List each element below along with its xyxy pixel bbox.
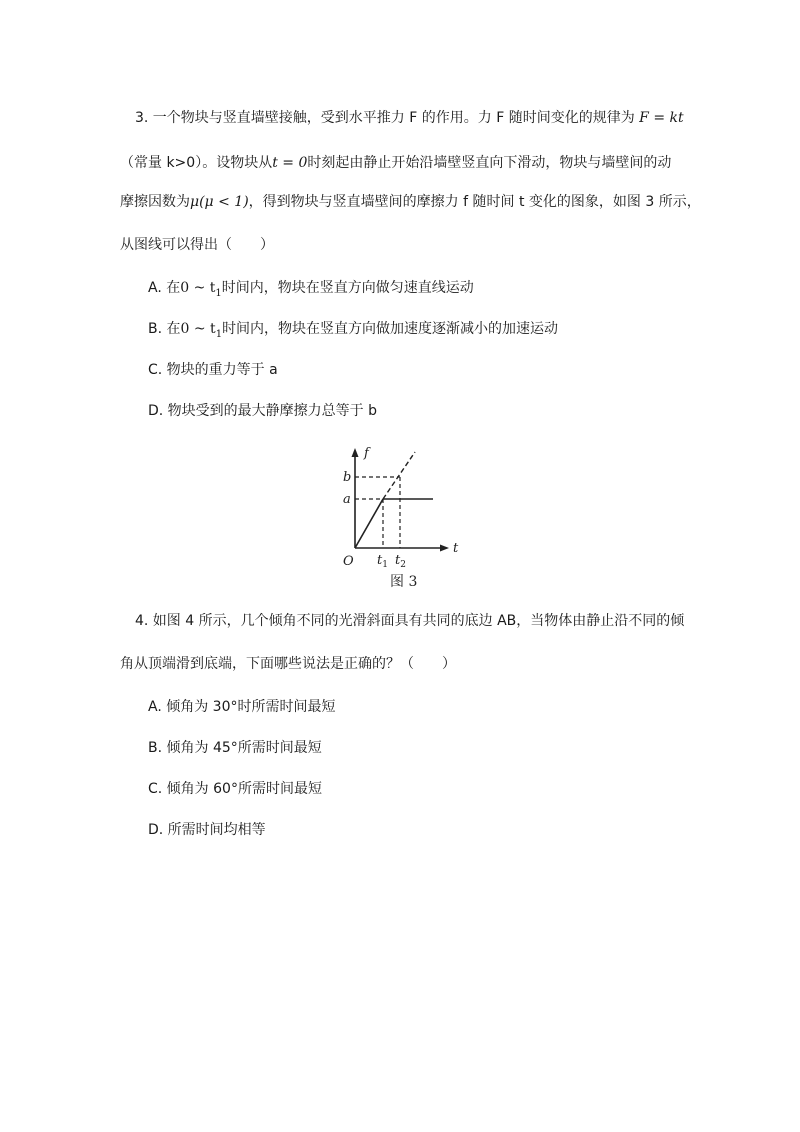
q4-option-c: C. 倾角为 60°所需时间最短 [148, 781, 322, 797]
b-value-label: b [343, 470, 352, 485]
y-axis-arrow [352, 448, 359, 457]
formula-mu: μ(μ < 1) [190, 194, 249, 210]
q3-stem-line-3: 摩擦因数为μ(μ < 1)，得到物块与竖直墙壁间的摩擦力 f 随时间 t 变化的图象，如图 3 所示， [120, 194, 701, 210]
q3-stem-line-2: （常量 k>0）。设物块从t = 0时刻起由静止开始沿墙壁竖直向下滑动，物块与墙壁间的动 [120, 155, 672, 171]
formula-t-zero: t = 0 [272, 155, 308, 171]
q4-option-b: B. 倾角为 45°所需时间最短 [148, 740, 322, 756]
q3-option-a: A. 在0 ~ $t_1$时间内，物块在竖直方向做匀速直线运动 [148, 280, 474, 299]
formula-f-kt: F = kt [639, 110, 684, 126]
q3-stem-line-4: 从图线可以得出（ ） [120, 237, 274, 253]
x-axis-arrow [440, 545, 449, 552]
q3-stem-line-1: 3. 一个物块与竖直墙壁接触，受到水平推力 F 的作用。力 F 随时间变化的规律为 F = kt [135, 110, 684, 126]
figure-3 [335, 440, 465, 600]
friction-time-graph [335, 440, 465, 600]
origin-label: O [343, 554, 354, 569]
y-axis-label: f [364, 446, 369, 461]
t1-label: $t_1$ [377, 553, 388, 570]
q3-option-c: C. 物块的重力等于 a [148, 362, 278, 378]
rising-segment [355, 499, 383, 548]
figure-caption: 图 3 [390, 574, 418, 590]
x-axis-label: t [453, 541, 459, 556]
a-value-label: a [343, 492, 351, 507]
q4-stem-line-2: 角从顶端滑到底端，下面哪些说法是正确的？（ ） [120, 656, 456, 672]
q4-option-d: D. 所需时间均相等 [148, 822, 266, 838]
q3-option-b: B. 在0 ~ $t_1$时间内，物块在竖直方向做加速度逐渐减小的加速运动 [148, 321, 559, 340]
q4-stem-line-1: 4. 如图 4 所示，几个倾角不同的光滑斜面具有共同的底边 AB，当物体由静止沿不同的倾 [135, 613, 685, 629]
t2-label: $t_2$ [395, 553, 406, 570]
extended-rise-line [383, 452, 415, 499]
q3-option-d: D. 物块受到的最大静摩擦力总等于 b [148, 403, 378, 419]
q4-option-a: A. 倾角为 30°时所需时间最短 [148, 699, 336, 715]
